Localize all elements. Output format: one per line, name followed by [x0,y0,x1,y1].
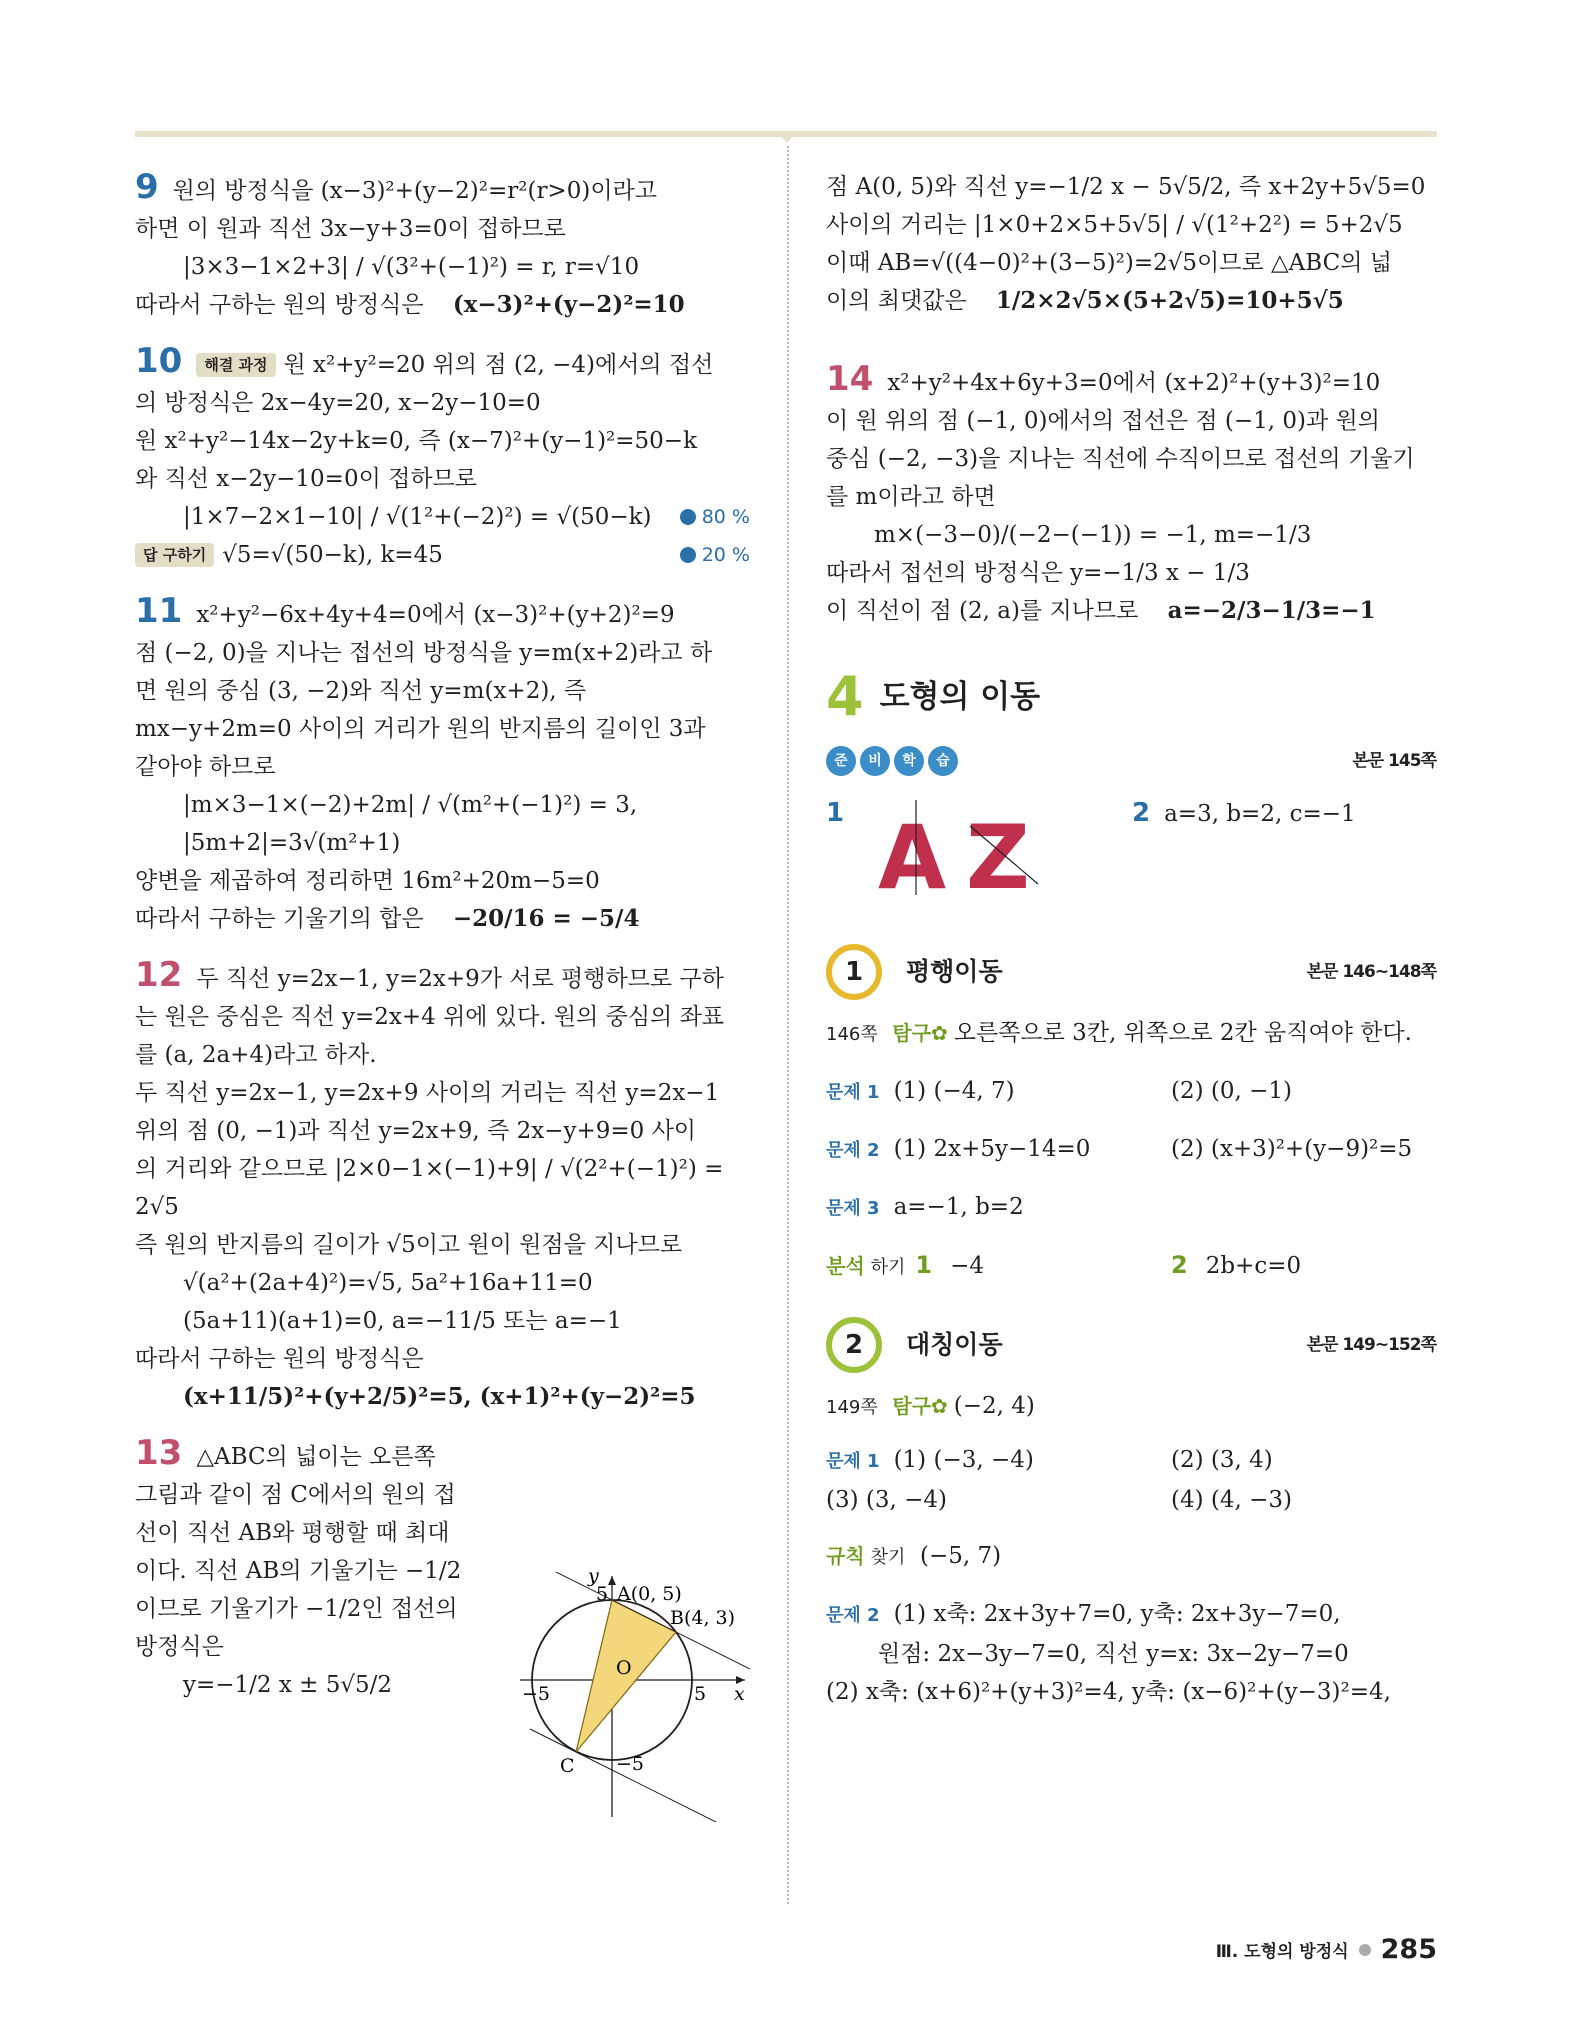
text-line: 면 원의 중심 (3, −2)와 직선 y=m(x+2), 즉 [135,678,587,704]
problem-number: 10 [135,341,183,381]
exercise-label: 문제 3 [826,1198,880,1219]
text-line: 이다. 직선 AB의 기울기는 −1/2 [135,1558,462,1584]
step-tag: 답 구하기 [135,543,214,567]
text-line: 따라서 구하는 원의 방정식은 [135,292,424,318]
text-line: 따라서 접선의 방정식은 y=−1/3 x − 1/3 [826,560,1250,586]
text-line: 그림과 같이 점 C에서의 원의 접 [135,1482,456,1508]
analysis-row [826,1246,1436,1287]
equation: y=−1/2 x ± 5√5/2 [183,1672,393,1698]
explore-page: 146쪽 [826,1024,878,1045]
analysis-label: 분석 [826,1254,865,1278]
text-line: 따라서 구하는 원의 방정식은 [135,1346,424,1372]
exercise-row [826,1072,1436,1112]
subsection-badge: 2 [826,1317,882,1373]
explore-label: 탐구✿ [892,1021,948,1045]
problem-13 [135,1434,515,1704]
letters-az-figure [878,800,1068,900]
step-tag: 해결 과정 [196,353,275,377]
text-line: 하면 이 원과 직선 3x−y+3=0이 접하므로 [135,216,566,242]
problem-number: 14 [826,359,874,399]
answer: (1) 2x+5y−14=0 [893,1136,1091,1162]
text-line: 같아야 하므로 [135,754,276,780]
page-reference: 본문 145쪽 [1352,751,1436,771]
text-line: 를 m이라고 하면 [826,484,996,510]
section-heading [826,665,1436,728]
answer: (x+11/5)²+(y+2/5)²=5, (x+1)²+(y−2)²=5 [183,1383,696,1410]
answer: (2) x축: (x+6)²+(y+3)²=4, y축: (x−6)²+(y−3)²=4, [826,1679,1391,1705]
prep-badge: 비 [860,746,890,776]
answer: (1) (−4, 7) [893,1078,1015,1104]
text-line: 방정식은 [135,1634,224,1660]
prep-study-badges [826,746,958,776]
answer: 2b+c=0 [1205,1253,1302,1279]
answer-number: 1 [915,1251,933,1279]
section-number: 4 [826,665,864,728]
answer-number: 2 [1132,798,1151,828]
rule-sub: 찾기 [870,1547,906,1568]
explore-label: 탐구✿ [892,1394,948,1418]
exercise-label: 문제 1 [826,1082,880,1103]
explore-answer: 오른쪽으로 3칸, 위쪽으로 2칸 움직여야 한다. [953,1020,1412,1046]
prep-answers [826,794,1436,914]
circle-tangent-figure [520,1572,750,1822]
tick-label-y5: 5 [596,1583,609,1605]
text-line: x²+y²+4x+6y+3=0에서 (x+2)²+(y+3)²=10 [887,370,1381,396]
answer: (1) (−3, −4) [893,1447,1034,1473]
problem-9 [135,168,750,324]
answer: (−5, 7) [920,1543,1002,1569]
text-line: 와 직선 x−2y−10=0이 접하므로 [135,466,477,492]
exercise-label: 문제 2 [826,1140,880,1161]
origin-label: O [616,1657,632,1679]
equation: |1×7−2×1−10| / √(1²+(−2)²) = √(50−k) [183,504,652,530]
exercise-label: 문제 2 [826,1605,880,1626]
x-axis-label: x [734,1683,745,1705]
text-line: 선이 직선 AB와 평행할 때 최대 [135,1520,450,1546]
tick-label-ym5: −5 [616,1753,645,1775]
point-c-label: C [560,1755,575,1777]
text-line: 양변을 제곱하여 정리하면 16m²+20m−5=0 [135,868,600,894]
y-axis-label: y [588,1572,599,1587]
text-line: 이므로 기울기가 −1/2인 접선의 [135,1596,458,1622]
exercise-row [826,1188,1436,1228]
analysis-sub: 하기 [870,1257,906,1278]
equation: |m×3−1×(−2)+2m| / √(m²+(−1)²) = 3, |5m+2|=3√(m²+1) [183,792,638,856]
problem-number: 12 [135,955,183,995]
text-line: mx−y+2m=0 사이의 거리가 원의 반지름의 길이인 3과 [135,716,706,742]
left-column [135,168,750,1704]
answer: a=−2/3−1/3=−1 [1167,597,1376,624]
equation: (5a+11)(a+1)=0, a=−11/5 또는 a=−1 [183,1308,622,1334]
score-percent: 80 % [680,498,750,536]
prep-badge: 학 [894,746,924,776]
answer-number: 2 [1171,1251,1188,1279]
answer: (2) (3, 4) [1171,1447,1273,1473]
text-line: △ABC의 넓이는 오른쪽 [196,1444,436,1470]
exercise-row [826,1481,1436,1519]
subsection-translation [826,944,1436,1000]
prep-badge: 준 [826,746,856,776]
answer: (2) (0, −1) [1171,1078,1292,1104]
equation: m×(−3−0)/(−2−(−1)) = −1, m=−1/3 [874,522,1312,548]
text-line: 의 방정식은 2x−4y=20, x−2y−10=0 [135,390,541,416]
equation: |3×3−1×2+3| / √(3²+(−1)²) = r, r=√10 [183,254,640,280]
score-percent: 20 % [680,536,750,574]
answer: (2) (x+3)²+(y−9)²=5 [1171,1136,1413,1162]
column-divider [787,146,789,1904]
text-line: 이의 최댓값은 [826,288,967,314]
explore-page: 149쪽 [826,1397,878,1418]
text-line: 중심 (−2, −3)을 지나는 직선에 수직이므로 접선의 기울기 [826,446,1415,472]
page-reference: 본문 149~152쪽 [1306,1335,1436,1355]
page-footer [1216,1934,1437,1965]
letter-z: Z [966,806,1030,900]
text-line: x²+y²−6x+4y+4=0에서 (x−3)²+(y+2)²=9 [196,602,675,628]
problem-number: 13 [135,1433,183,1473]
answer: 원점: 2x−3y−7=0, 직선 y=x: 3x−2y−7=0 [878,1641,1349,1667]
answer: (4) (4, −3) [1171,1487,1292,1513]
problem-10 [135,342,750,574]
text-line: 를 (a, 2a+4)라고 하자. [135,1042,377,1068]
subsection-badge: 1 [826,944,882,1000]
text-line: 이 직선이 점 (2, a)를 지나므로 [826,598,1139,624]
problem-14 [826,360,1436,630]
text-line: 두 직선 y=2x−1, y=2x+9가 서로 평행하므로 구하 [196,966,724,992]
problem-11 [135,592,750,938]
prep-badge: 습 [928,746,958,776]
text-line: 위의 점 (0, −1)과 직선 y=2x+9, 즉 2x−y+9=0 사이 [135,1118,697,1144]
y-axis-arrow [608,1576,616,1585]
equation: √5=√(50−k), k=45 [222,542,443,568]
chapter-title: Ⅲ. 도형의 방정식 [1215,1942,1349,1962]
exercise-row [826,1441,1436,1481]
tick-label-x5: 5 [694,1683,707,1705]
point-a-label: A(0, 5) [617,1583,682,1605]
text-line: 점 A(0, 5)와 직선 y=−1/2 x − 5√5/2, 즉 x+2y+5√5=0 [826,174,1426,200]
equation: √(a²+(2a+4)²)=√5, 5a²+16a+11=0 [183,1270,593,1296]
answer: (x−3)²+(y−2)²=10 [452,291,685,318]
section-title: 도형의 이동 [879,679,1041,715]
text-line: 따라서 구하는 기울기의 합은 [135,906,424,932]
text-line: 원 x²+y²=20 위의 점 (2, −4)에서의 접선 [283,352,714,378]
answer: a=−1, b=2 [893,1194,1024,1220]
subsection-title: 평행이동 [906,957,1003,986]
answer: −4 [950,1253,985,1279]
page-reference: 본문 146~148쪽 [1306,962,1436,982]
tick-label-xm5: −5 [522,1683,551,1705]
problem-number: 11 [135,591,183,631]
problem-number: 9 [135,167,159,207]
text-line: 이때 AB=√((4−0)²+(3−5)²)=2√5이므로 △ABC의 넓 [826,250,1392,276]
answer-number: 1 [826,798,845,828]
footer-dot [1359,1944,1371,1956]
answer: a=3, b=2, c=−1 [1164,801,1356,827]
text-line: 원의 방정식을 (x−3)²+(y−2)²=r²(r>0)이라고 [172,178,657,204]
right-column [826,168,1436,1711]
prep-answer-1 [826,794,1132,914]
text-line: 의 거리와 같으므로 |2×0−1×(−1)+9| / √(2²+(−1)²) = 2√5 [135,1156,724,1220]
point-b-label: B(4, 3) [670,1607,736,1629]
text-line: 원 x²+y²−14x−2y+k=0, 즉 (x−7)²+(y−1)²=50−k [135,428,698,454]
subsection-title: 대칭이동 [906,1330,1003,1359]
top-rule-notch [776,131,798,145]
exercise-row [826,1130,1436,1170]
exercise-label: 문제 1 [826,1451,880,1472]
answer: −20/16 = −5/4 [452,905,640,932]
rule-label: 규칙 [826,1544,865,1568]
text-line: 는 원은 중심은 직선 y=2x+4 위에 있다. 원의 중심의 좌표 [135,1004,725,1030]
letter-a: A [878,806,947,900]
explore-answer: (−2, 4) [953,1393,1035,1419]
answer: (3) (3, −4) [826,1487,947,1513]
problem-12 [135,956,750,1416]
text-line: 두 직선 y=2x−1, y=2x+9 사이의 거리는 직선 y=2x−1 [135,1080,720,1106]
answer: 1/2×2√5×(5+2√5)=10+5√5 [995,287,1344,314]
text-line: 점 (−2, 0)을 지나는 접선의 방정식을 y=m(x+2)라고 하 [135,640,713,666]
problem-13-continued [826,168,1436,320]
subsection-symmetry [826,1317,1436,1373]
text-line: 이 원 위의 점 (−1, 0)에서의 접선은 점 (−1, 0)과 원의 [826,408,1380,434]
prep-answer-2 [1132,794,1356,914]
page-number: 285 [1380,1934,1437,1965]
text-line: 사이의 거리는 |1×0+2×5+5√5| / √(1²+2²) = 5+2√5 [826,212,1403,238]
answer: (1) x축: 2x+3y+7=0, y축: 2x+3y−7=0, [893,1601,1341,1627]
text-line: 즉 원의 반지름의 길이가 √5이고 원이 원점을 지나므로 [135,1232,683,1258]
prep-study-header [826,742,1436,780]
